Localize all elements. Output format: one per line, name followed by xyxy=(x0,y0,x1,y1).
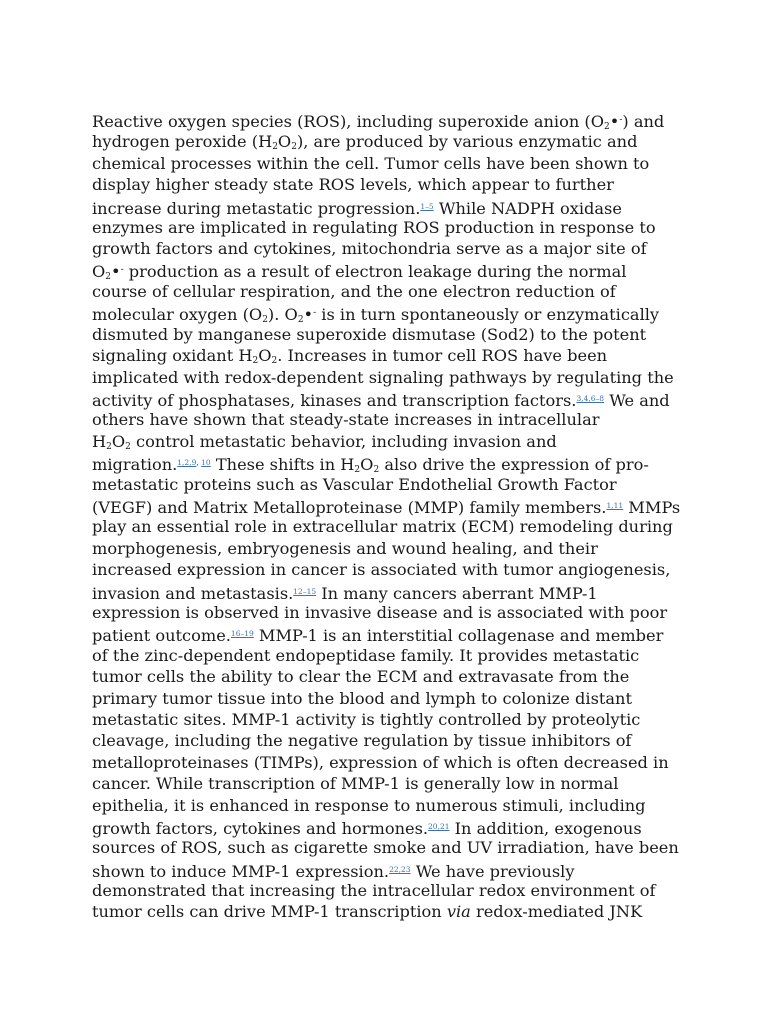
text-line: shown to induce MMP-1 expression.$^{22,23}$ We have previously xyxy=(92,861,575,881)
citation-link[interactable]: 22,23 xyxy=(389,864,411,874)
text-line: play an essential role in extracellular matrix (ECM) remodeling during xyxy=(92,517,673,537)
text-line: Reactive oxygen species (ROS), including superoxide anion $(O_2•^-)$ and xyxy=(92,112,665,132)
text-line: of the zinc-dependent endopeptidase family. It provides metastatic xyxy=(92,645,640,665)
text-line: growth factors, cytokines and hormones.$^{20,21}$ In addition, exogenous xyxy=(92,818,642,838)
text-line: increase during metastatic progression.$^{1-5}$ While NADPH oxidase xyxy=(92,198,622,218)
text-line: activity of phosphatases, kinases and transcription factors.$^{3,4,6-8}$ We and xyxy=(92,391,670,411)
text-line: others have shown that steady-state increases in intracellular xyxy=(92,410,600,430)
text-line: (VEGF) and Matrix Metalloproteinase (MMP) family members.$^{1,11}$ MMPs xyxy=(92,498,681,518)
text-line: patient outcome.$^{16-19}$ MMP-1 is an interstitial collagenase and member xyxy=(92,626,664,646)
text-line: sources of ROS, such as cigarette smoke and UV irradiation, have been xyxy=(92,838,679,858)
text-line: metastatic sites. MMP-1 activity is tightly controlled by proteolytic xyxy=(92,709,641,729)
text-line: chemical processes within the cell. Tumor cells have been shown to xyxy=(92,153,650,173)
citation-link[interactable]: 1–5 xyxy=(420,201,434,211)
citation-link[interactable]: 3,4,6–8 xyxy=(576,394,605,404)
text-line: metastatic proteins such as Vascular Endothelial Growth Factor xyxy=(92,474,617,494)
text-line: $O_2•^-$ production as a result of electron leakage during the normal xyxy=(92,261,627,282)
text-line: dismuted by manganese superoxide dismutase (Sod2) to the potent xyxy=(92,324,647,344)
text-line: course of cellular respiration, and the one electron reduction of xyxy=(92,282,616,302)
article-body xyxy=(92,110,692,923)
citation-link[interactable]: 10 xyxy=(201,458,211,468)
text-line: growth factors and cytokines, mitochondria serve as a major site of xyxy=(92,239,647,259)
text-line: implicated with redox-dependent signaling pathways by regulating the xyxy=(92,367,674,387)
text-line: tumor cells the ability to clear the ECM and extravasate from the xyxy=(92,667,630,687)
text-line: enzymes are implicated in regulating ROS production in response to xyxy=(92,217,656,237)
text-line: hydrogen peroxide $(H_2O_2)$, are produced by various enzymatic and xyxy=(92,132,638,153)
text-line: $H_2O_2$ control metastatic behavior, including invasion and xyxy=(92,431,557,452)
text-line: morphogenesis, embryogenesis and wound healing, and their xyxy=(92,538,598,558)
text-line: molecular oxygen $(O_2)$. $O_2•^-$ is in turn spontaneously or enzymatically xyxy=(92,304,660,325)
text-line: invasion and metastasis.$^{12-15}$ In many cancers aberrant MMP-1 xyxy=(92,583,598,603)
text-line: epithelia, it is enhanced in response to numerous stimuli, including xyxy=(92,795,646,815)
text-line: cleavage, including the negative regulation by tissue inhibitors of xyxy=(92,731,632,751)
italic-term: via xyxy=(446,902,471,922)
text-line: demonstrated that increasing the intracellular redox environment of xyxy=(92,881,656,901)
text-line: expression is observed in invasive disease and is associated with poor xyxy=(92,602,668,622)
paragraph xyxy=(92,110,692,923)
text-line: display higher steady state ROS levels, which appear to further xyxy=(92,175,614,195)
citation-link[interactable]: 12–15 xyxy=(293,586,317,596)
text-line: signaling oxidant $H_2O_2$. Increases in tumor cell ROS have been xyxy=(92,346,608,367)
text-line: metalloproteinases (TIMPs), expression of which is often decreased in xyxy=(92,752,669,772)
citation-link[interactable]: 1,2,9 xyxy=(177,458,197,468)
citation-link[interactable]: 1,11 xyxy=(606,501,624,511)
citation-link[interactable]: 20,21 xyxy=(428,821,450,831)
text-line: migration.$^{1,2,9,}$ $^{10}$ These shifts in $H_2O_2$ also drive the expression of pro- xyxy=(92,455,649,476)
text-line: tumor cells can drive MMP-1 transcription via redox-mediated JNK xyxy=(92,902,643,922)
text-line: cancer. While transcription of MMP-1 is generally low in normal xyxy=(92,774,619,794)
citation-link[interactable]: 16–19 xyxy=(230,629,254,639)
text-line: primary tumor tissue into the blood and lymph to colonize distant xyxy=(92,688,632,708)
text-line: increased expression in cancer is associated with tumor angiogenesis, xyxy=(92,560,671,580)
